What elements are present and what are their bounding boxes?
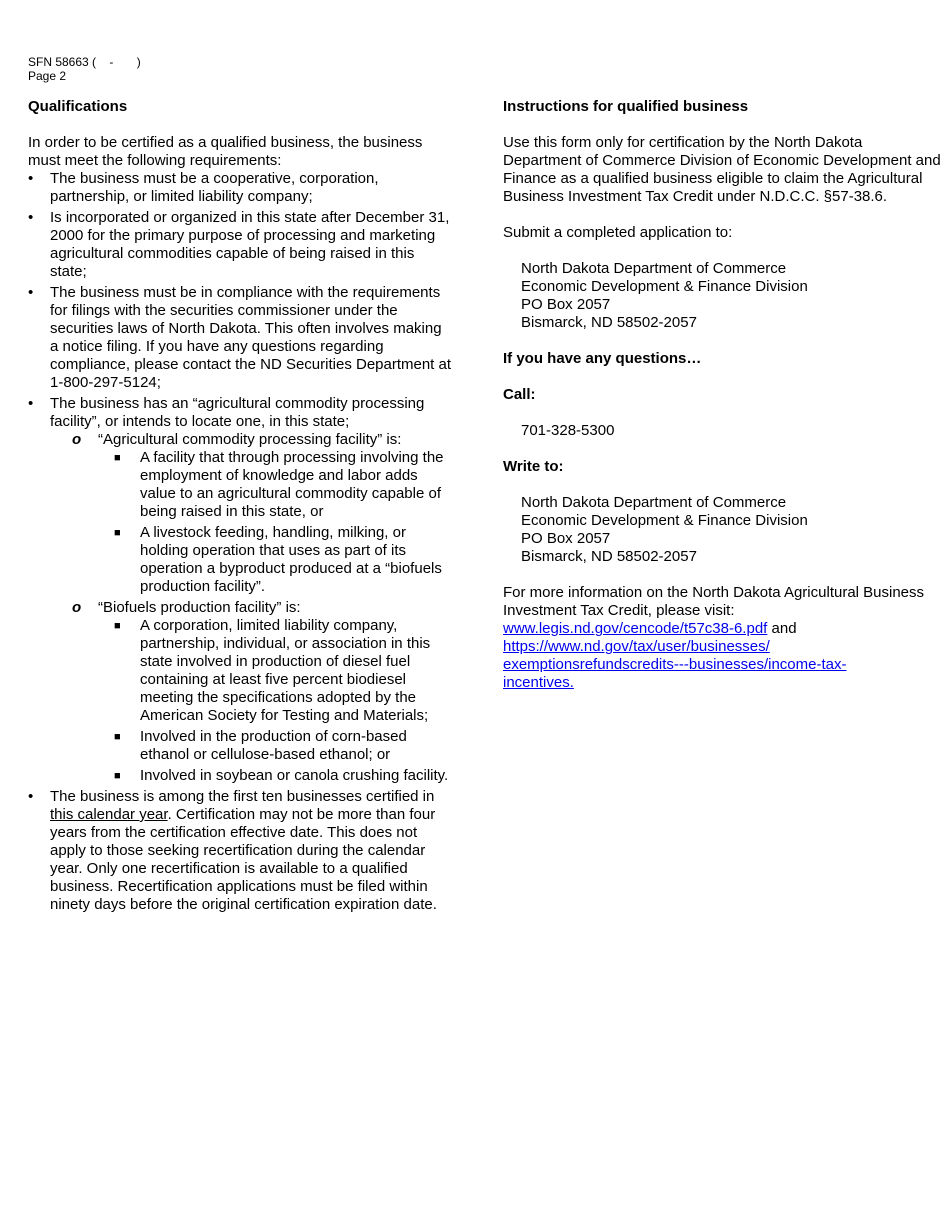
requirement-item: • The business is among the first ten businesses certified in this calendar year. Certification may not be more than four years from the certification effective date. This does not apply to those seeking recertification during the calendar year. Only one recertification is available to a qualified business. Recertification applications must be filed within ninety days before the original certification expiration date. bbox=[28, 788, 437, 913]
mailing-address: North Dakota Department of Commerce Economic Development & Finance Division PO Box 2057 Bismarck, ND 58502-2057 bbox=[521, 260, 808, 331]
form-header bbox=[28, 55, 141, 83]
bullet-icon: • bbox=[28, 170, 34, 187]
square-bullet-icon: ■ bbox=[114, 770, 121, 782]
emphasis-underline: this calendar year bbox=[50, 806, 168, 823]
questions-heading: If you have any questions… bbox=[503, 350, 702, 367]
definition-detail: ■ A facility that through processing involving the employment of knowledge and labor adds value to an agricultural commodity capable of being raised in this state, or bbox=[114, 449, 444, 520]
requirement-item: • Is incorporated or organized in this state after December 31, 2000 for the primary purpose of processing and marketing agricultural commodities capable of being raised in this state; bbox=[28, 209, 450, 280]
qualifications-heading: Qualifications bbox=[28, 98, 128, 115]
bullet-icon: • bbox=[28, 209, 34, 226]
legis-link[interactable]: www.legis.nd.gov/cencode/t57c38-6.pdf bbox=[503, 620, 768, 637]
qualifications-intro: In order to be certified as a qualified business, the business must meet the following requirements: bbox=[28, 134, 423, 169]
definition-detail: ■ A livestock feeding, handling, milking, or holding operation that uses as part of its operation a byproduct produced at a “biofuels production facility”. bbox=[114, 524, 442, 595]
tax-incentives-link[interactable]: https://www.nd.gov/tax/user/businesses/ exemptionsrefundscredits---businesses/income-tax- incentives. bbox=[503, 638, 847, 691]
definition-detail: ■ A corporation, limited liability company, partnership, individual, or association in this state involved in production of diesel fuel containing at least five percent biodiesel meeting the specifications adopted by the American Society for Testing and Materials; bbox=[114, 617, 431, 724]
instructions-column bbox=[503, 98, 943, 692]
requirement-item: • The business has an “agricultural commodity processing facility”, or intends to locate one, in this state; o “Agricultural commodity processing facility” is: ■ A facility that through processing involving the employment of knowledge and labor adds value to an agricultural commodity capable of being raised in this state, or ■ A livestock feeding, handling, milking, or holding operation that uses as part of its operation a byproduct produced at a “biofuels production facility”. o “Biofuels production facility” is: ■ A corporation, limited liability company, partnership, individual, or association in this state involved in production of diesel fuel containing at least five percent biodiesel meeting the specifications adopted by the American Society for Testing and Materials; ■ Involved in the production of corn-based ethanol or cellulose-based ethanol; or ■ Involved in soybean or canola crushing facility. bbox=[28, 395, 453, 785]
requirements-list bbox=[28, 170, 453, 914]
definition-item: o “Agricultural commodity processing facility” is: ■ A facility that through processing involving the employment of knowledge and labor adds value to an agricultural commodity capable of being raised in this state, or ■ A livestock feeding, handling, milking, or holding operation that uses as part of its operation a byproduct produced at a “biofuels production facility”. bbox=[98, 431, 453, 596]
page-number: Page 2 bbox=[28, 69, 67, 83]
definition-item: o “Biofuels production facility” is: ■ A corporation, limited liability company, partnership, individual, or association in this state involved in production of diesel fuel containing at least five percent biodiesel meeting the specifications adopted by the American Society for Testing and Materials; ■ Involved in the production of corn-based ethanol or cellulose-based ethanol; or ■ Involved in soybean or canola crushing facility. bbox=[98, 599, 453, 785]
phone-number: 701-328-5300 bbox=[521, 422, 615, 439]
requirement-item: • The business must be in compliance with the requirements for filings with the securities commissioner under the securities laws of North Dakota. This often involves making a notice filing. If you have any questions regarding compliance, please contact the ND Securities Department at 1-800-297-5124; bbox=[28, 284, 452, 391]
facility-definitions bbox=[50, 431, 453, 785]
definition-detail: ■ Involved in the production of corn-based ethanol or cellulose-based ethanol; or bbox=[114, 728, 407, 763]
submit-text: Submit a completed application to: bbox=[503, 224, 733, 241]
bullet-icon: • bbox=[28, 284, 34, 301]
square-bullet-icon: ■ bbox=[114, 527, 121, 539]
square-bullet-icon: ■ bbox=[114, 731, 121, 743]
more-info-text: For more information on the North Dakota Agricultural Business Investment Tax Credit, please visit: www.legis.nd.gov/cencode/t57c38-6.pdf and https://www.nd.gov/tax/user/businesses/ exemptionsrefundscredits---businesses/income-tax- incentives. bbox=[503, 584, 925, 691]
write-address: North Dakota Department of Commerce Economic Development & Finance Division PO Box 2057 Bismarck, ND 58502-2057 bbox=[521, 494, 808, 565]
write-heading: Write to: bbox=[503, 458, 564, 475]
form-number: SFN 58663 ( - ) bbox=[28, 55, 141, 69]
circle-bullet-icon: o bbox=[72, 431, 82, 448]
call-heading: Call: bbox=[503, 386, 536, 403]
definition-detail: ■ Involved in soybean or canola crushing facility. bbox=[114, 767, 449, 784]
bullet-icon: • bbox=[28, 788, 34, 805]
requirement-item: • The business must be a cooperative, corporation, partnership, or limited liability company; bbox=[28, 170, 379, 205]
instructions-heading: Instructions for qualified business bbox=[503, 98, 749, 115]
circle-bullet-icon: o bbox=[72, 599, 82, 616]
use-text: Use this form only for certification by the North Dakota Department of Commerce Division of Economic Development and Finance as a qualified business eligible to claim the Agricultural Business Investment Tax Credit under N.D.C.C. §57-38.6. bbox=[503, 134, 941, 205]
qualifications-column bbox=[28, 98, 453, 917]
square-bullet-icon: ■ bbox=[114, 452, 121, 464]
bullet-icon: • bbox=[28, 395, 34, 412]
square-bullet-icon: ■ bbox=[114, 620, 121, 632]
